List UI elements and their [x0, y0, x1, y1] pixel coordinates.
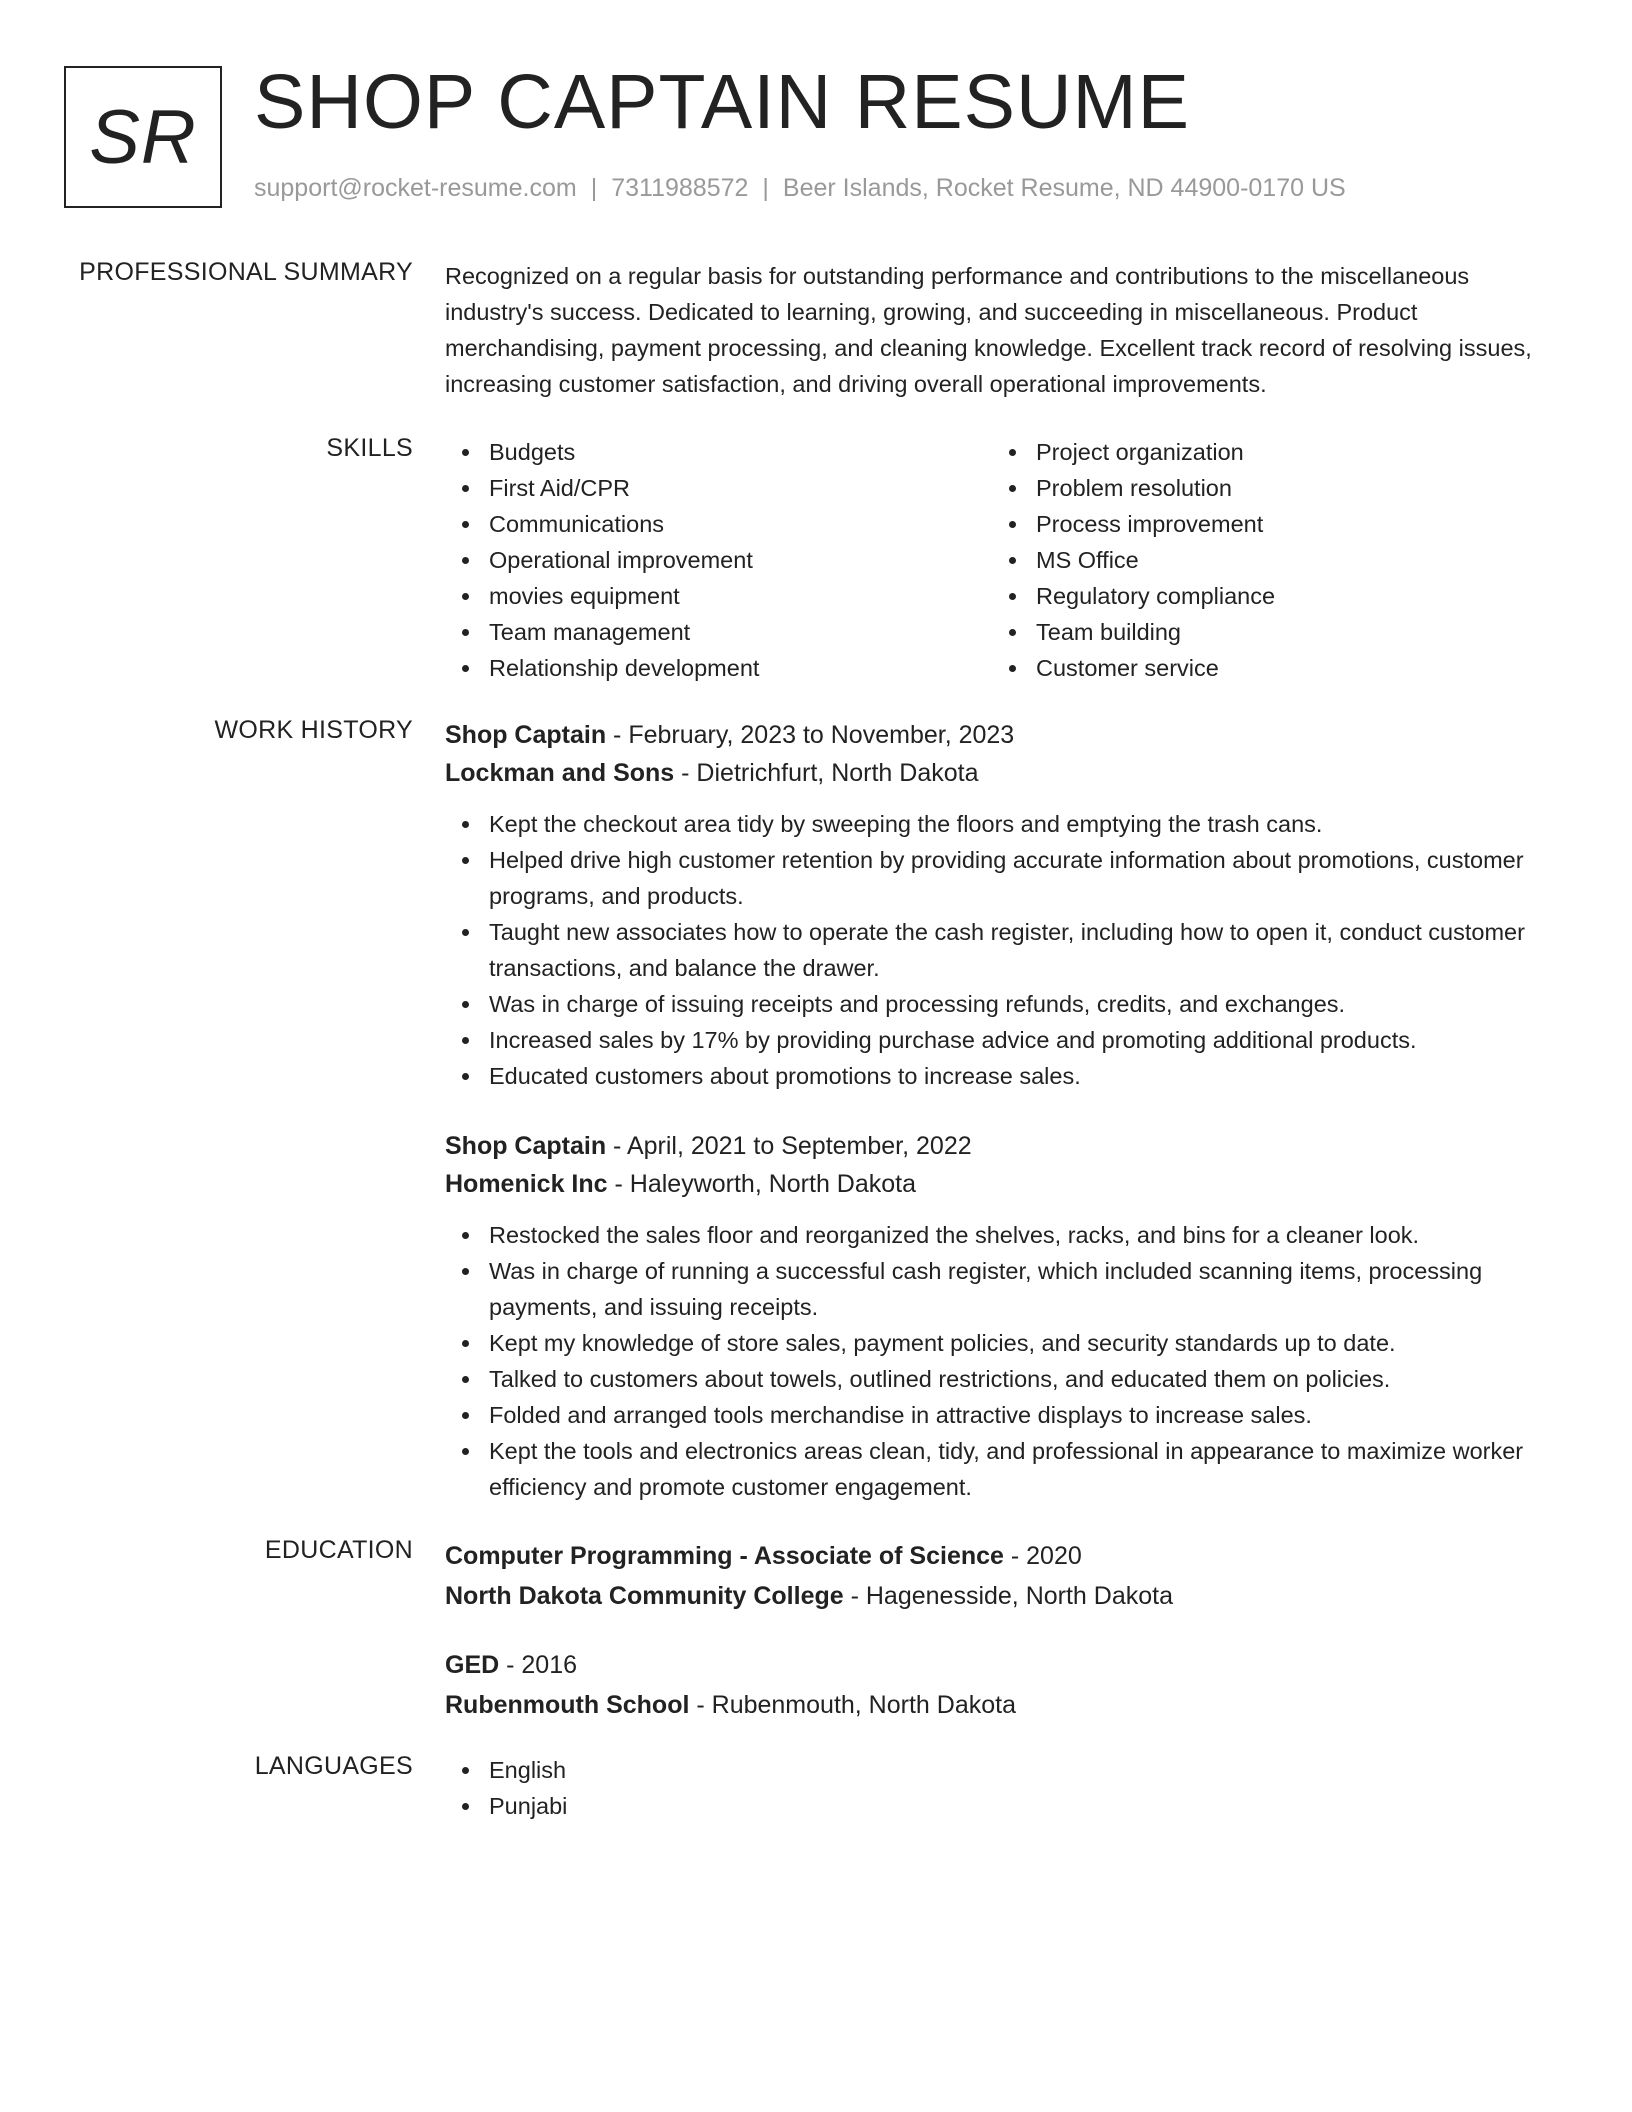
- section-label-skills: SKILLS: [326, 434, 413, 462]
- job-duty: Kept my knowledge of store sales, payment policies, and security standards up to date.: [445, 1325, 1545, 1361]
- education-degree: GED: [445, 1651, 500, 1679]
- job-duty: Kept the checkout area tidy by sweeping the floors and emptying the trash cans.: [445, 806, 1545, 842]
- languages-list: [445, 1752, 1545, 1824]
- education-school: North Dakota Community College: [445, 1582, 844, 1610]
- section-label-languages: LANGUAGES: [254, 1752, 413, 1780]
- job-duty: Talked to customers about towels, outlined restrictions, and educated them on policies.: [445, 1361, 1545, 1397]
- skill-item: Communications: [445, 506, 992, 542]
- skills-column-left: [445, 434, 992, 686]
- section-label-education: EDUCATION: [264, 1536, 413, 1564]
- job-duty: Kept the tools and electronics areas clean, tidy, and professional in appearance to maximize worker efficiency and promote customer engagement.: [445, 1433, 1545, 1505]
- skill-item: Relationship development: [445, 650, 992, 686]
- skill-item: movies equipment: [445, 578, 992, 614]
- skill-item: Team management: [445, 614, 992, 650]
- skill-item: Problem resolution: [992, 470, 1539, 506]
- contact-separator: |: [762, 174, 769, 202]
- summary-text: Recognized on a regular basis for outstanding performance and contributions to the miscellaneous industry's success. Dedicated to learning, growing, and succeeding in miscellaneous. Product merchandising, payment processing, and cleaning knowledge. Excellent track record of resolving issues, increasing customer satisfaction, and driving overall operational improvements.: [445, 263, 1532, 397]
- education-entry: [445, 1536, 1545, 1616]
- skill-item: Customer service: [992, 650, 1539, 686]
- job-duty: Taught new associates how to operate the cash register, including how to open it, conduct customer transactions, and balance the drawer.: [445, 914, 1545, 986]
- job-duties-list: [445, 806, 1545, 1094]
- education-location: - Hagenesside, North Dakota: [843, 1582, 1173, 1610]
- education-degree-line: [445, 1536, 1545, 1576]
- section-label-work-history: WORK HISTORY: [214, 716, 413, 744]
- job-duty: Increased sales by 17% by providing purchase advice and promoting additional products.: [445, 1022, 1545, 1058]
- job-title: Shop Captain: [445, 721, 607, 749]
- skill-item: Process improvement: [992, 506, 1539, 542]
- section-label-summary: PROFESSIONAL SUMMARY: [79, 258, 413, 286]
- education-degree-line: [445, 1645, 1545, 1685]
- job-location: - Haleyworth, North Dakota: [607, 1170, 917, 1198]
- contact-separator: |: [590, 174, 598, 202]
- job-title-line: [445, 716, 1545, 754]
- education-year: - 2020: [1003, 1542, 1082, 1570]
- education-degree: Computer Programming - Associate of Science: [445, 1542, 1004, 1570]
- contact-line: [254, 174, 1346, 203]
- contact-address: Beer Islands, Rocket Resume, ND 44900-0170 US: [782, 174, 1346, 202]
- skill-item: Budgets: [445, 434, 992, 470]
- education-location: - Rubenmouth, North Dakota: [689, 1691, 1016, 1719]
- job-entry: [445, 716, 1545, 1094]
- language-item: English: [445, 1752, 1545, 1788]
- job-title: Shop Captain: [445, 1132, 607, 1160]
- job-dates: - February, 2023 to November, 2023: [606, 721, 1015, 749]
- skills-body: [445, 434, 1545, 686]
- job-duty: Was in charge of issuing receipts and processing refunds, credits, and exchanges.: [445, 986, 1545, 1022]
- resume-title: SHOP CAPTAIN RESUME: [254, 59, 1191, 145]
- skills-grid: [445, 434, 1545, 686]
- skill-item: Team building: [992, 614, 1539, 650]
- skill-item: MS Office: [992, 542, 1539, 578]
- monogram-initials: SR: [89, 94, 197, 180]
- language-item: Punjabi: [445, 1788, 1545, 1824]
- job-company-line: [445, 754, 1545, 792]
- job-dates: - April, 2021 to September, 2022: [606, 1132, 972, 1160]
- job-entry: [445, 1127, 1545, 1505]
- job-duty: Folded and arranged tools merchandise in attractive displays to increase sales.: [445, 1397, 1545, 1433]
- monogram-badge: [64, 66, 222, 208]
- job-duty: Restocked the sales floor and reorganized the shelves, racks, and bins for a cleaner look.: [445, 1217, 1545, 1253]
- contact-email[interactable]: support@rocket-resume.com: [254, 174, 577, 202]
- work-history-body: [445, 716, 1545, 1505]
- education-body: [445, 1536, 1545, 1725]
- skill-item: Regulatory compliance: [992, 578, 1539, 614]
- education-school: Rubenmouth School: [445, 1691, 690, 1719]
- job-duty: Helped drive high customer retention by providing accurate information about promotions, customer programs, and products.: [445, 842, 1545, 914]
- education-school-line: [445, 1685, 1545, 1725]
- education-year: - 2016: [499, 1651, 578, 1679]
- job-company: Homenick Inc: [445, 1170, 608, 1198]
- education-school-line: [445, 1576, 1545, 1616]
- skill-item: Operational improvement: [445, 542, 992, 578]
- skills-column-right: [992, 434, 1539, 686]
- job-duties-list: [445, 1217, 1545, 1505]
- skill-item: First Aid/CPR: [445, 470, 992, 506]
- job-duty: Was in charge of running a successful cash register, which included scanning items, processing payments, and issuing receipts.: [445, 1253, 1545, 1325]
- job-company-line: [445, 1165, 1545, 1203]
- languages-body: [445, 1752, 1545, 1824]
- skill-item: Project organization: [992, 434, 1539, 470]
- job-company: Lockman and Sons: [445, 759, 675, 787]
- job-location: - Dietrichfurt, North Dakota: [674, 759, 979, 787]
- job-title-line: [445, 1127, 1545, 1165]
- job-duty: Educated customers about promotions to increase sales.: [445, 1058, 1545, 1094]
- contact-phone[interactable]: 7311988572: [611, 174, 749, 202]
- education-entry: [445, 1645, 1545, 1725]
